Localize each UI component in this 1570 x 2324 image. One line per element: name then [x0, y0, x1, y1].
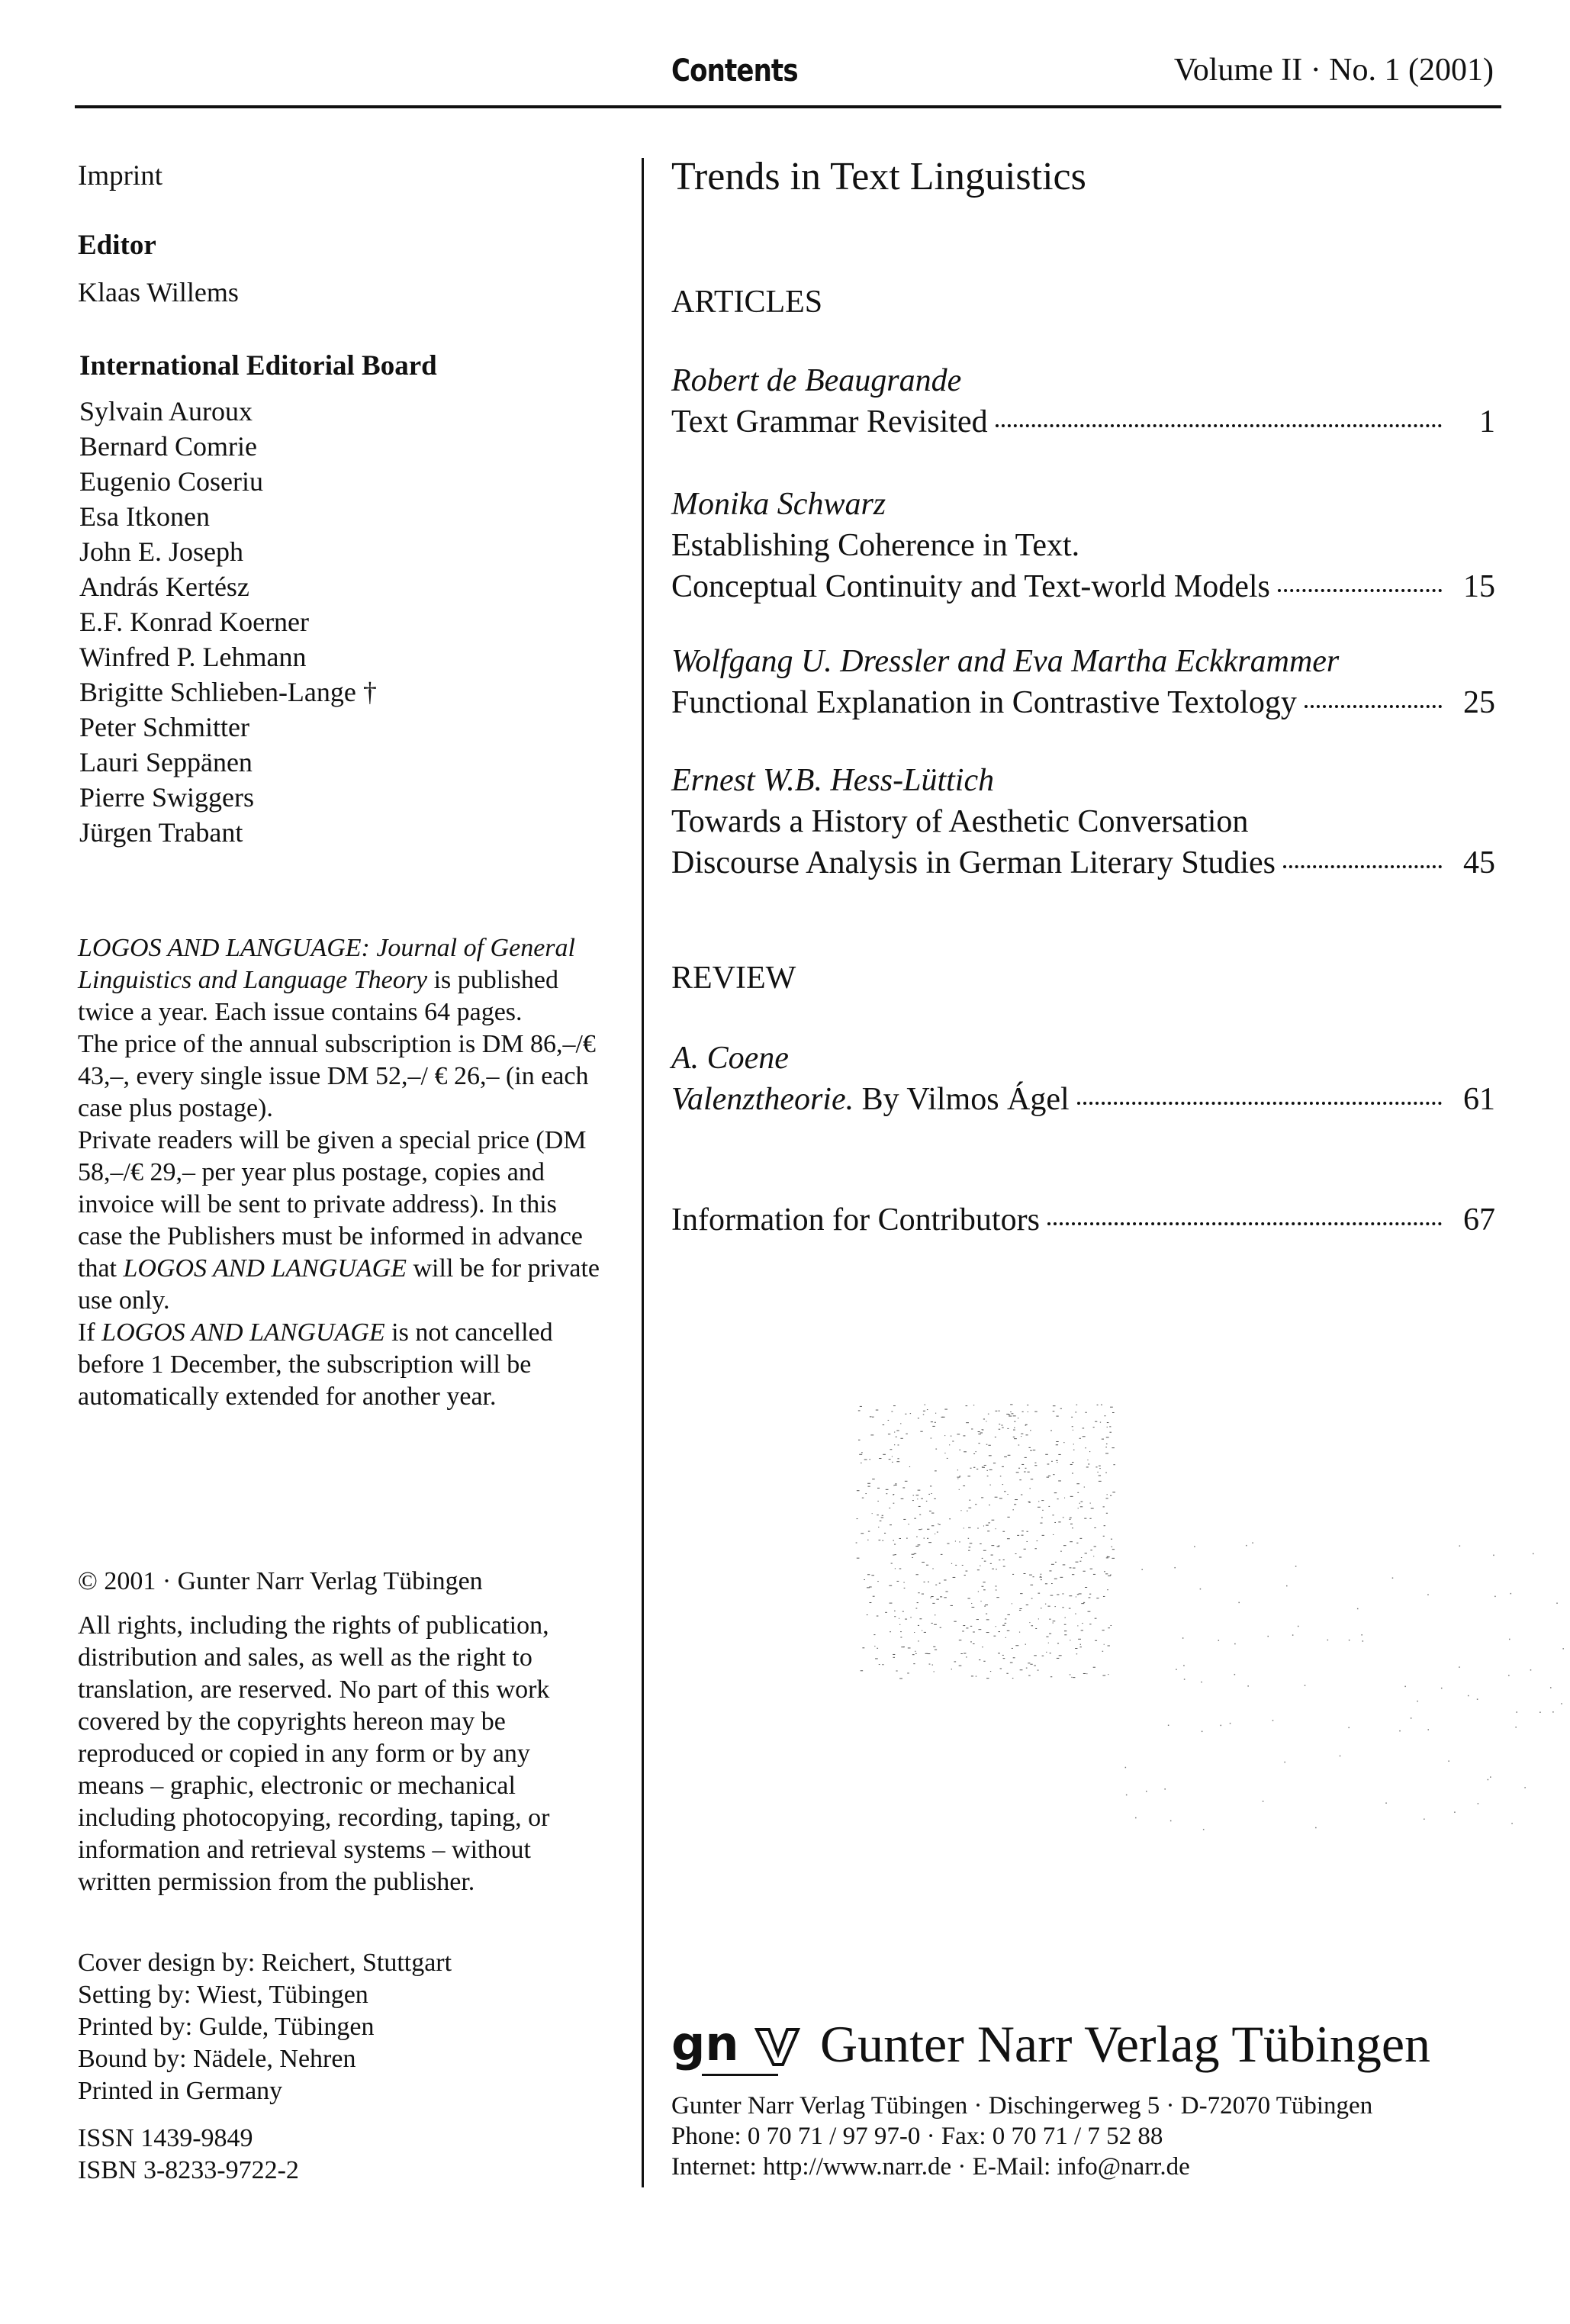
imprint-label-text: Imprint	[78, 160, 162, 192]
publisher-address: Gunter Narr Verlag Tübingen · Dischingerweg 5 · D-72070 Tübingen	[671, 2092, 1373, 2120]
entry-author: Ernest W.B. Hess-Lüttich	[671, 763, 995, 798]
leader-dots	[1077, 1101, 1442, 1105]
entry-title-row	[671, 1079, 1495, 1120]
entry-author: Robert de Beaugrande	[671, 363, 962, 398]
column-divider	[642, 158, 644, 2187]
reviewed-book-author: By Vilmos Ágel	[861, 1082, 1070, 1117]
board-member: Bernard Comrie	[79, 431, 257, 462]
toc-entry-review[interactable]	[671, 1038, 1495, 1120]
credit-line: Printed in Germany	[78, 2077, 283, 2105]
entry-page: 45	[1463, 845, 1495, 880]
journal-name: LOGOS AND LANGUAGE: Journal of General Linguistics and Language Theory	[78, 934, 575, 994]
entry-page: 1	[1479, 404, 1495, 439]
publisher-name: Gunter Narr Verlag Tübingen	[820, 2015, 1431, 2073]
publisher-phone-fax: Phone: 0 70 71 / 97 97-0 · Fax: 0 70 71 / 7 52 88	[671, 2123, 1163, 2150]
entry-title-row	[671, 401, 1495, 443]
board-member: E.F. Konrad Koerner	[79, 607, 310, 637]
board-member: Jürgen Trabant	[79, 817, 243, 848]
toc-entry[interactable]	[671, 760, 1495, 884]
header-rule	[75, 105, 1501, 108]
editor-heading-text: Editor	[78, 230, 156, 261]
logo-gn: gn	[671, 2020, 739, 2071]
leader-dots	[1047, 1222, 1442, 1225]
private-readers-info: Private readers will be given a special price (DM 58,–/€ 29,– per year plus postage, copies and invoice will be sent to private address). In this case the Publishers must be informed in advance that	[78, 1126, 587, 1283]
leader-dots	[1283, 864, 1442, 868]
leader-dots	[1305, 704, 1442, 708]
entry-page: 15	[1463, 569, 1495, 604]
review-heading: REVIEW	[671, 961, 796, 996]
reviewed-book-title: Valenztheorie.	[671, 1082, 854, 1117]
cancellation-note: is not cancelled before 1 December, the subscription will be automatically extended for another year.	[78, 1318, 553, 1411]
scan-noise-artifact	[839, 1389, 1570, 1846]
entry-author: Monika Schwarz	[671, 487, 886, 522]
entry-title-row	[671, 566, 1495, 607]
entry-title-row	[671, 682, 1495, 723]
editor-heading	[78, 227, 612, 263]
logo-v	[757, 2029, 798, 2065]
imprint-label	[78, 158, 612, 194]
credit-line: Setting by: Wiest, Tübingen	[78, 1981, 368, 2009]
entry-title-line: Establishing Coherence in Text.	[671, 528, 1080, 563]
entry-page: 61	[1463, 1082, 1495, 1117]
board-heading	[79, 348, 613, 384]
publisher-web-email-text[interactable]: Internet: http://www.narr.de · E-Mail: info@narr.de	[671, 2153, 1190, 2181]
board-member: Winfred P. Lehmann	[79, 642, 307, 672]
board-member: Brigitte Schlieben-Lange †	[79, 677, 377, 707]
journal-name-inline: LOGOS AND LANGUAGE	[101, 1318, 385, 1347]
entry-title: Conceptual Continuity and Text-world Models	[671, 569, 1270, 604]
toc-entry-info[interactable]	[671, 1199, 1495, 1241]
board-heading-text: International Editorial Board	[79, 350, 437, 381]
issn: ISSN 1439-9849	[78, 2124, 253, 2152]
leader-dots	[1278, 588, 1442, 592]
publisher-logo-icon	[671, 2020, 809, 2084]
entry-page: 67	[1463, 1202, 1495, 1238]
board-member: Lauri Seppänen	[79, 747, 253, 777]
board-member: Eugenio Coseriu	[79, 466, 263, 497]
entry-title: Text Grammar Revisited	[671, 404, 988, 439]
journal-name-inline: LOGOS AND LANGUAGE	[123, 1254, 407, 1283]
credit-line: Printed by: Gulde, Tübingen	[78, 2013, 375, 2041]
entry-page: 25	[1463, 685, 1495, 720]
entry-title: Functional Explanation in Contrastive Textology	[671, 685, 1297, 720]
board-member: Esa Itkonen	[79, 501, 210, 532]
entry-author: Wolfgang U. Dressler and Eva Martha Eckkrammer	[671, 644, 1340, 679]
production-credits	[78, 1947, 612, 2107]
entry-title: Discourse Analysis in German Literary Studies	[671, 845, 1276, 880]
logo-underline	[702, 2074, 778, 2076]
copyright-line: © 2001 · Gunter Narr Verlag Tübingen	[78, 1567, 483, 1595]
cancel-note-start: If	[78, 1318, 95, 1347]
publisher-web-email[interactable]	[671, 2152, 1190, 2182]
board-member: Sylvain Auroux	[79, 396, 253, 426]
toc-entry[interactable]	[671, 641, 1495, 723]
running-head-issue: Volume II · No. 1 (2001)	[1173, 53, 1494, 88]
entry-title: Information for Contributors	[671, 1202, 1040, 1238]
board-member: John E. Joseph	[79, 536, 243, 567]
subscription-frequency: is published twice a year. Each issue contains 64 pages.	[78, 966, 558, 1026]
subscription-price: The price of the annual subscription is DM 86,–/€ 43,–, every single issue DM 52,–/ € 26,– (in each case plus postage).	[78, 1030, 596, 1122]
editor-name-text: Klaas Willems	[78, 277, 239, 307]
entry-title-row	[671, 1199, 1495, 1241]
issue-title: Trends in Text Linguistics	[671, 155, 1086, 198]
board-member: Peter Schmitter	[79, 712, 249, 742]
board-member: András Kertész	[79, 571, 249, 602]
board-member: Pierre Swiggers	[79, 782, 254, 813]
leader-dots	[996, 423, 1442, 427]
board-list	[79, 394, 613, 850]
toc-entry[interactable]	[671, 484, 1495, 607]
articles-heading: ARTICLES	[671, 285, 823, 320]
entry-author: A. Coene	[671, 1041, 789, 1076]
subscription-info	[78, 932, 604, 1413]
editor-name	[78, 275, 612, 310]
entry-title-line: Towards a History of Aesthetic Conversation	[671, 804, 1249, 839]
rights-notice: All rights, including the rights of publication, distribution and sales, as well as the right to translation, are reserved. No part of this work covered by the copyrights hereon may be reproduced or copied in any form or by any means – graphic, electronic or mechanical including photocopying, recording, taping, or information and retrieval systems – without written permission from the publisher.	[78, 1611, 550, 1896]
isbn: ISBN 3-8233-9722-2	[78, 2156, 299, 2184]
entry-title-row	[671, 842, 1495, 884]
running-head-section: Contents	[671, 53, 798, 89]
credit-line: Cover design by: Reichert, Stuttgart	[78, 1949, 452, 1977]
toc-entry[interactable]	[671, 360, 1495, 443]
private-use-note: will be for private use only.	[78, 1254, 600, 1315]
entry-title	[671, 1079, 1070, 1120]
credit-line: Bound by: Nädele, Nehren	[78, 2045, 356, 2073]
